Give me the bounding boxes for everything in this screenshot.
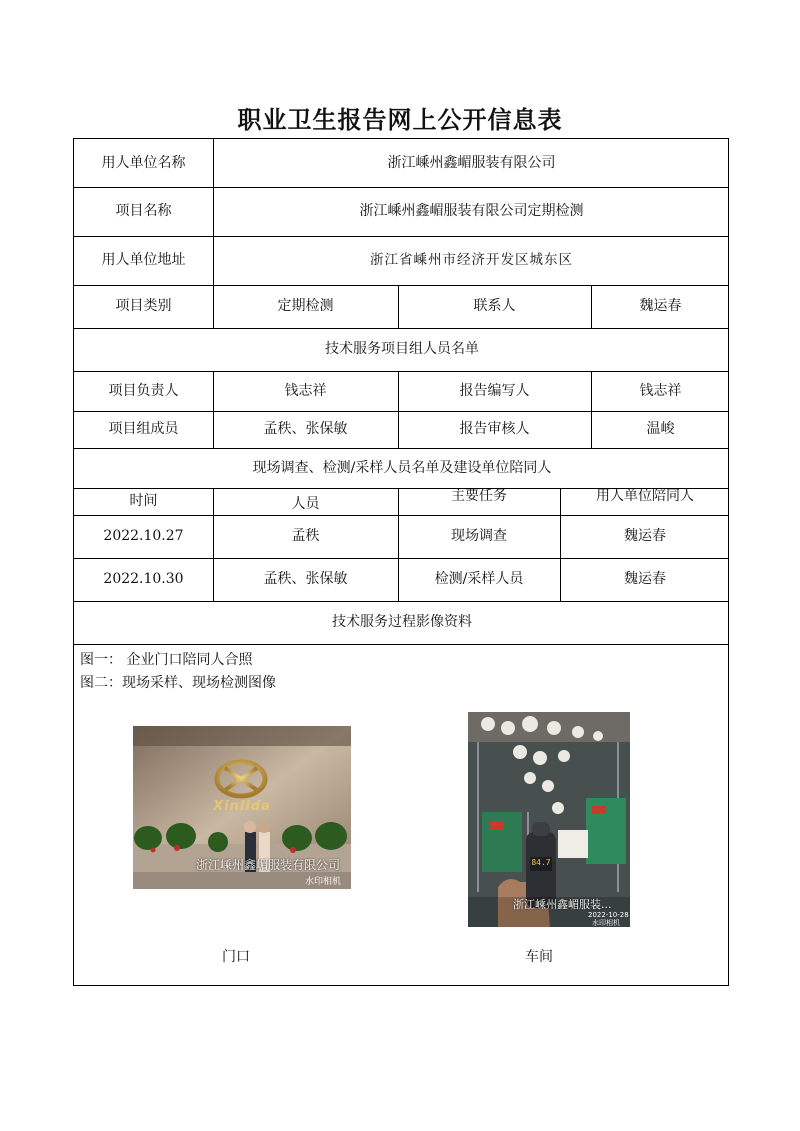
field-header-companion: 用人单位陪同人 — [596, 488, 694, 505]
record-companion: 魏运春 — [624, 528, 666, 545]
team-section-title: 技术服务项目组人员名单 — [325, 341, 479, 358]
members-value: 孟秩、张保敏 — [263, 421, 348, 438]
workshop-photo-stamp: 水印相机 — [592, 919, 620, 927]
row-divider — [74, 644, 728, 645]
info-table — [73, 138, 729, 986]
writer-value: 钱志祥 — [639, 382, 682, 399]
leader-value: 钱志祥 — [284, 382, 327, 399]
entrance-photo-stamp: 水印相机 — [305, 877, 342, 887]
record-task: 现场调查 — [451, 528, 507, 545]
figure-note-2: 图二：现场采样、现场检测图像 — [80, 675, 276, 691]
members-label: 项目组成员 — [108, 421, 179, 438]
workshop-photo-watermark: 浙江嵊州鑫嵋服装... — [513, 898, 612, 911]
field-header-staff: 人员 — [291, 496, 320, 513]
record-task: 检测/采样人员 — [434, 571, 524, 588]
figure-note-1: 图一： 企业门口陪同人合照 — [80, 652, 253, 668]
contact-value: 魏运春 — [639, 298, 682, 315]
category-value: 定期检测 — [277, 298, 334, 315]
field-section-title: 现场调查、检测/采样人员名单及建设单位陪同人 — [252, 459, 552, 476]
address-value: 浙江省嵊州市经济开发区城东区 — [370, 252, 573, 269]
field-header-task: 主要任务 — [451, 488, 507, 505]
workshop-photo — [468, 712, 630, 927]
record-staff: 孟秩 — [291, 528, 320, 545]
workshop-photo-date: 2022-10-28 — [588, 911, 629, 919]
project-name-label: 项目名称 — [115, 203, 172, 220]
entrance-photo-watermark: 浙江嵊州鑫嵋服装有限公司 — [196, 858, 341, 872]
field-header-time: 时间 — [129, 493, 158, 510]
record-date: 2022.10.27 — [103, 528, 184, 545]
record-date: 2022.10.30 — [103, 571, 184, 588]
entrance-photo-brand: Xinlida — [213, 799, 271, 814]
writer-label: 报告编写人 — [459, 382, 530, 399]
employer-name-label: 用人单位名称 — [101, 154, 186, 171]
entrance-photo — [133, 726, 351, 889]
reviewer-value: 温峻 — [646, 421, 675, 438]
employer-name-value: 浙江嵊州鑫嵋服装有限公司 — [387, 154, 556, 171]
page-title: 职业卫生报告网上公开信息表 — [237, 106, 563, 134]
contact-label: 联系人 — [473, 298, 516, 315]
project-name-value: 浙江嵊州鑫嵋服装有限公司定期检测 — [359, 203, 584, 220]
record-companion: 魏运春 — [624, 571, 666, 588]
entrance-photo-caption: 门口 — [222, 949, 250, 965]
reviewer-label: 报告审核人 — [459, 421, 530, 438]
address-label: 用人单位地址 — [101, 252, 186, 269]
record-staff: 孟秩、张保敏 — [263, 571, 348, 588]
leader-label: 项目负责人 — [108, 382, 179, 399]
images-section-title: 技术服务过程影像资料 — [332, 614, 472, 631]
meter-reading: 84.7 — [531, 858, 551, 867]
category-label: 项目类别 — [115, 298, 172, 315]
workshop-photo-caption: 车间 — [525, 949, 553, 965]
